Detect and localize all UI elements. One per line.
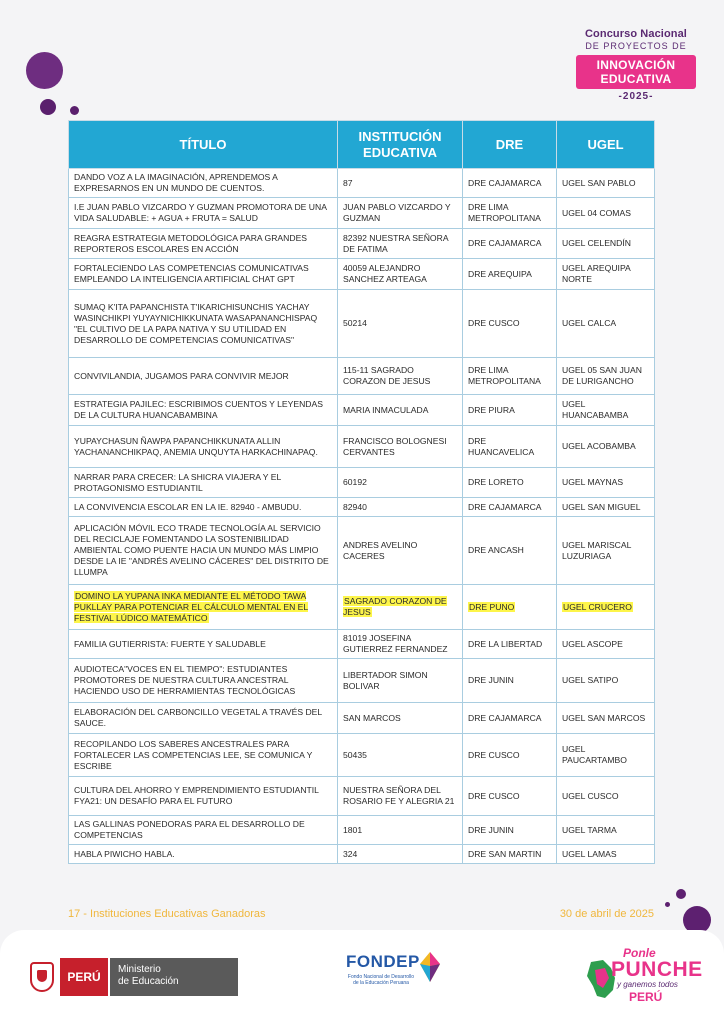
- cell-titulo-text: APLICACIÓN MÓVIL ECO TRADE TECNOLOGÍA AL SERVICIO DEL RECICLAJE FOMENTANDO LA SOSTENIBILIDAD AMBIENTAL COMO PUENTE HACIA UN MUNDO MÁS LIMPIO DESDE LA IE "ANDRÉS AVELINO CÁCERES" DEL DISTRITO DE LLUMPA: [74, 523, 329, 577]
- cell-titulo-text: ELABORACIÓN DEL CARBONCILLO VEGETAL A TRAVÉS DEL SAUCE.: [74, 707, 322, 728]
- cell-dre-text: DRE LIMA METROPOLITANA: [468, 202, 541, 223]
- cell-dre: [463, 259, 557, 290]
- cell-titulo-text: I.E JUAN PABLO VIZCARDO Y GUZMAN PROMOTORA DE UNA VIDA SALUDABLE: + AGUA + FRUTA = SALUD: [74, 202, 327, 223]
- table-row: [69, 585, 655, 630]
- cell-ugel-text: UGEL CRUCERO: [563, 601, 632, 612]
- cell-ie-text: SAN MARCOS: [343, 712, 401, 723]
- cell-ie: [338, 777, 463, 816]
- cell-ugel: [557, 169, 655, 198]
- footer-winners-count: 17 - Instituciones Educativas Ganadoras: [68, 908, 266, 920]
- table-row: [69, 290, 655, 358]
- cell-ugel-text: UGEL MARISCAL LUZURIAGA: [562, 539, 632, 561]
- cell-dre-text: DRE PUNO: [469, 601, 515, 612]
- cell-ugel-text: UGEL 05 SAN JUAN DE LURIGANCHO: [562, 365, 642, 386]
- ministerio-line2: de Educación: [118, 976, 179, 987]
- cell-titulo: [69, 777, 338, 816]
- ganemos-text: y ganemos todos: [617, 980, 678, 989]
- cell-ugel-text: UGEL SAN PABLO: [562, 177, 636, 188]
- cell-ugel-text: UGEL AREQUIPA NORTE: [562, 263, 631, 284]
- table-row: [69, 229, 655, 259]
- table-body: [69, 169, 655, 864]
- cell-ie-text: 115-11 SAGRADO CORAZON DE JESUS: [343, 365, 431, 386]
- contest-year: -2025-: [618, 91, 654, 102]
- cell-dre: [463, 395, 557, 426]
- cell-dre: [463, 169, 557, 198]
- cell-ie-text: JUAN PABLO VIZCARDO Y GUZMAN: [343, 202, 451, 223]
- cell-dre-text: DRE ANCASH: [468, 545, 524, 555]
- cell-ie: [338, 426, 463, 468]
- cell-dre-text: DRE CAJAMARCA: [468, 238, 542, 248]
- cell-titulo: [69, 169, 338, 198]
- cell-titulo: [69, 395, 338, 426]
- cell-dre-text: DRE CAJAMARCA: [468, 501, 542, 512]
- decorative-circle: [676, 889, 686, 899]
- cell-ugel: [557, 468, 655, 498]
- cell-dre: [463, 816, 557, 845]
- table-row: [69, 517, 655, 585]
- cell-ie-text: 82940: [343, 501, 367, 512]
- table-row: [69, 630, 655, 659]
- cell-dre: [463, 734, 557, 777]
- cell-titulo-text: SUMAQ K'ITA PAPANCHISTA T'IKARICHISUNCHIS YACHAY WASINCHIKPI YUYAYNICHIKKUNATA WASAPANANCHISPAQ "EL CULTIVO DE LA PAPA NATIVA Y SU UTILIDAD EN DESARROLLO DE COMPETENCIAS COMUNICATIVAS": [74, 301, 318, 345]
- cell-ugel: [557, 395, 655, 426]
- cell-ugel: [557, 703, 655, 734]
- cell-ie: [338, 659, 463, 703]
- peru-text: PERÚ: [629, 990, 663, 1004]
- cell-ugel: [557, 290, 655, 358]
- cell-ugel: [557, 777, 655, 816]
- ministerio-label: [108, 958, 238, 996]
- cell-ie-text: SAGRADO CORAZON DE JESUS: [343, 596, 447, 617]
- contest-logo: [576, 28, 696, 102]
- cell-dre: [463, 517, 557, 585]
- cell-titulo: [69, 290, 338, 358]
- cell-ie-text: 50214: [343, 318, 367, 328]
- cell-ie: [338, 169, 463, 198]
- cell-ugel-text: UGEL TARMA: [562, 824, 617, 835]
- cell-ugel: [557, 734, 655, 777]
- cell-ie-text: NUESTRA SEÑORA DEL ROSARIO FE Y ALEGRIA 21: [343, 785, 455, 806]
- cell-ugel: [557, 198, 655, 229]
- cell-titulo: [69, 845, 338, 864]
- cell-titulo: [69, 358, 338, 395]
- cell-ugel-text: UGEL MAYNAS: [562, 477, 624, 487]
- cell-titulo: [69, 517, 338, 585]
- cell-ie-text: 87: [343, 177, 353, 188]
- cell-dre-text: DRE HUANCAVELICA: [468, 435, 535, 457]
- cell-titulo: [69, 229, 338, 259]
- cell-ie: [338, 630, 463, 659]
- cell-ugel-text: UGEL ASCOPE: [562, 638, 623, 649]
- contest-line2: DE PROYECTOS DE: [585, 41, 687, 51]
- cell-ugel: [557, 630, 655, 659]
- cell-dre-text: DRE JUNIN: [468, 824, 514, 835]
- decorative-circle: [70, 106, 79, 115]
- cell-ugel: [557, 517, 655, 585]
- cell-ugel: [557, 229, 655, 259]
- cell-dre: [463, 777, 557, 816]
- cell-ie: [338, 845, 463, 864]
- cell-ie: [338, 198, 463, 229]
- cell-titulo: [69, 659, 338, 703]
- cell-dre-text: DRE CUSCO: [468, 318, 520, 328]
- table-row: [69, 395, 655, 426]
- cell-dre: [463, 290, 557, 358]
- table-row: [69, 816, 655, 845]
- cell-dre: [463, 845, 557, 864]
- cell-titulo-text: RECOPILANDO LOS SABERES ANCESTRALES PARA FORTALECER LAS COMPETENCIAS LEE, SE COMUNICA Y ESCRIBE: [74, 738, 313, 771]
- cell-ugel: [557, 585, 655, 630]
- cell-titulo: [69, 468, 338, 498]
- cell-titulo-text: REAGRA ESTRATEGIA METODOLÓGICA PARA GRANDES REPORTEROS ESCOLARES EN ACCIÓN: [74, 232, 308, 254]
- cell-ie: [338, 468, 463, 498]
- table-row: [69, 659, 655, 703]
- cell-dre-text: DRE CAJAMARCA: [468, 712, 542, 723]
- cell-titulo-text: ESTRATEGIA PAJILEC: ESCRIBIMOS CUENTOS Y LEYENDAS DE LA CULTURA HUANCABAMBINA: [74, 399, 323, 420]
- ministerio-line1: Ministerio: [118, 964, 161, 975]
- header-institucion: INSTITUCIÓN EDUCATIVA: [338, 121, 463, 169]
- fondep-logo: [346, 952, 442, 1002]
- cell-ie: [338, 734, 463, 777]
- contest-line3b: EDUCATIVA: [600, 72, 672, 86]
- cell-ugel-text: UGEL PAUCARTAMBO: [562, 744, 627, 765]
- cell-dre-text: DRE LORETO: [468, 477, 524, 487]
- punche-text: PUNCHE: [611, 958, 703, 981]
- cell-ie-text: 50435: [343, 749, 367, 760]
- cell-ugel-text: UGEL CALCA: [562, 318, 617, 328]
- cell-ugel-text: UGEL 04 COMAS: [562, 207, 631, 218]
- cell-ie-text: LIBERTADOR SIMON BOLIVAR: [343, 669, 428, 691]
- footer-date: 30 de abril de 2025: [559, 908, 654, 920]
- decorative-circle: [26, 52, 63, 89]
- cell-dre-text: DRE CUSCO: [468, 749, 520, 760]
- cell-titulo: [69, 198, 338, 229]
- cell-ugel-text: UGEL LAMAS: [562, 848, 617, 859]
- cell-titulo: [69, 703, 338, 734]
- cell-ie-text: 81019 JOSEFINA GUTIERREZ FERNANDEZ: [343, 633, 448, 654]
- ponle-punche-logo: [585, 946, 703, 1008]
- cell-dre-text: DRE PIURA: [468, 404, 515, 415]
- cell-dre: [463, 659, 557, 703]
- cell-dre: [463, 198, 557, 229]
- cell-ie-text: 40059 ALEJANDRO SANCHEZ ARTEAGA: [343, 263, 427, 284]
- cell-ugel-text: UGEL ACOBAMBA: [562, 441, 636, 451]
- cell-titulo: [69, 259, 338, 290]
- cell-ie: [338, 229, 463, 259]
- cell-ugel-text: UGEL SAN MIGUEL: [562, 501, 641, 512]
- cell-titulo-text: NARRAR PARA CRECER: LA SHICRA VIAJERA Y EL PROTAGONISMO ESTUDIANTIL: [74, 471, 281, 493]
- cell-dre: [463, 229, 557, 259]
- cell-titulo: [69, 498, 338, 517]
- table-row: [69, 777, 655, 816]
- cell-ie-text: 324: [343, 848, 358, 859]
- peru-label: PERÚ: [60, 958, 108, 996]
- cell-ugel: [557, 358, 655, 395]
- decorative-circle: [665, 902, 670, 907]
- table-row: [69, 734, 655, 777]
- cell-dre-text: DRE SAN MARTIN: [468, 848, 542, 859]
- cell-dre-text: DRE CUSCO: [468, 790, 520, 801]
- table-row: [69, 498, 655, 517]
- cell-titulo: [69, 585, 338, 630]
- cell-titulo: [69, 816, 338, 845]
- cell-titulo: [69, 426, 338, 468]
- cell-ugel: [557, 659, 655, 703]
- cell-ie: [338, 703, 463, 734]
- table-header-row: [69, 121, 655, 169]
- cell-dre-text: DRE CAJAMARCA: [468, 177, 542, 188]
- cell-titulo-text: LA CONVIVENCIA ESCOLAR EN LA IE. 82940 - AMBUDU.: [74, 501, 302, 512]
- contest-line3a: INNOVACIÓN: [596, 58, 676, 72]
- cell-titulo-text: FAMILIA GUTIERRISTA: FUERTE Y SALUDABLE: [74, 638, 266, 649]
- cell-titulo-text: CONVIVILANDIA, JUGAMOS PARA CONVIVIR MEJOR: [74, 370, 289, 381]
- cell-dre-text: DRE JUNIN: [468, 675, 514, 685]
- cell-ugel-text: UGEL SAN MARCOS: [562, 712, 646, 723]
- table-row: [69, 468, 655, 498]
- cell-ie-text: 1801: [343, 824, 363, 835]
- fondep-name: FONDEP: [346, 952, 420, 971]
- cell-ie: [338, 498, 463, 517]
- cell-ie-text: 82392 NUESTRA SEÑORA DE FATIMA: [343, 232, 449, 254]
- cell-dre: [463, 585, 557, 630]
- cell-titulo-text: CULTURA DEL AHORRO Y EMPRENDIMIENTO ESTUDIANTIL FYA21: UN DESAFÍO PARA EL FUTURO: [74, 785, 319, 806]
- cell-dre: [463, 630, 557, 659]
- header-dre: DRE: [463, 121, 557, 169]
- cell-titulo-text: DOMINO LA YUPANA INKA MEDIANTE EL MÉTODO TAWA PUKLLAY PARA POTENCIAR EL CÁLCULO MENTAL EN EL FESTIVAL LÚDICO MATEMÁTICO: [74, 590, 309, 623]
- decorative-circle: [40, 99, 56, 115]
- cell-dre: [463, 358, 557, 395]
- cell-ie: [338, 517, 463, 585]
- cell-ugel: [557, 845, 655, 864]
- cell-titulo: [69, 630, 338, 659]
- cell-titulo-text: FORTALECIENDO LAS COMPETENCIAS COMUNICATIVAS EMPLEANDO LA INTELIGENCIA ARTIFICIAL CHAT GPT: [74, 263, 309, 284]
- table-row: [69, 703, 655, 734]
- cell-ie-text: 60192: [343, 477, 367, 487]
- cell-ie: [338, 290, 463, 358]
- cell-ugel: [557, 498, 655, 517]
- cell-ie: [338, 585, 463, 630]
- cell-dre: [463, 426, 557, 468]
- cell-ugel: [557, 816, 655, 845]
- cell-ugel: [557, 259, 655, 290]
- table-row: [69, 169, 655, 198]
- contest-badge: [576, 55, 696, 89]
- cell-dre: [463, 703, 557, 734]
- cell-titulo-text: AUDIOTECA"VOCES EN EL TIEMPO": ESTUDIANTES PROMOTORES DE NUESTRA CULTURA ANCESTRAL HACIENDO USO DE HERRAMIENTAS TECNOLÓGICAS: [74, 664, 296, 696]
- cell-ie-text: MARIA INMACULADA: [343, 404, 429, 415]
- cell-ugel-text: UGEL CUSCO: [562, 790, 619, 801]
- table-row: [69, 198, 655, 229]
- cell-dre: [463, 468, 557, 498]
- winners-table-container: [68, 120, 654, 864]
- cell-ie: [338, 395, 463, 426]
- contest-line1: Concurso Nacional: [585, 28, 687, 40]
- cell-titulo-text: LAS GALLINAS PONEDORAS PARA EL DESARROLLO DE COMPETENCIAS: [74, 819, 305, 840]
- cell-ugel: [557, 426, 655, 468]
- minedu-logo: [30, 958, 238, 996]
- cell-ie-text: FRANCISCO BOLOGNESI CERVANTES: [343, 435, 447, 457]
- cell-titulo: [69, 734, 338, 777]
- cell-ugel-text: UGEL SATIPO: [562, 675, 619, 685]
- header-ugel: UGEL: [557, 121, 655, 169]
- cell-ugel-text: UGEL CELENDÍN: [562, 238, 631, 248]
- table-row: [69, 259, 655, 290]
- table-row: [69, 358, 655, 395]
- cell-ie: [338, 358, 463, 395]
- table-row: [69, 845, 655, 864]
- cell-ie: [338, 816, 463, 845]
- winners-table: [68, 120, 655, 864]
- cell-ie-text: ANDRES AVELINO CACERES: [343, 539, 418, 561]
- cell-titulo-text: DANDO VOZ A LA IMAGINACIÓN, APRENDEMOS A EXPRESARNOS EN UN MUNDO DE CUENTOS.: [74, 172, 278, 193]
- table-row: [69, 426, 655, 468]
- cell-dre-text: DRE LA LIBERTAD: [468, 638, 543, 649]
- peru-shield-icon: [30, 962, 54, 992]
- cell-titulo-text: HABLA PIWICHO HABLA.: [74, 848, 175, 859]
- fondep-subtitle: Fondo Nacional de Desarrollo de la Educación Peruana: [347, 974, 415, 986]
- cell-dre-text: DRE AREQUIPA: [468, 268, 532, 279]
- cell-dre: [463, 498, 557, 517]
- cell-titulo-text: YUPAYCHASUN ÑAWPA PAPANCHIKKUNATA ALLIN YACHANANCHIKPAQ, ANEMIA UNQUYTA HARKACHINAPAQ.: [74, 435, 318, 457]
- ponle-text: Ponle: [623, 946, 656, 960]
- kite-icon: [420, 952, 440, 982]
- cell-ugel-text: UGEL HUANCABAMBA: [562, 399, 629, 420]
- cell-ie: [338, 259, 463, 290]
- header-titulo: TÍTULO: [69, 121, 338, 169]
- cell-dre-text: DRE LIMA METROPOLITANA: [468, 365, 541, 386]
